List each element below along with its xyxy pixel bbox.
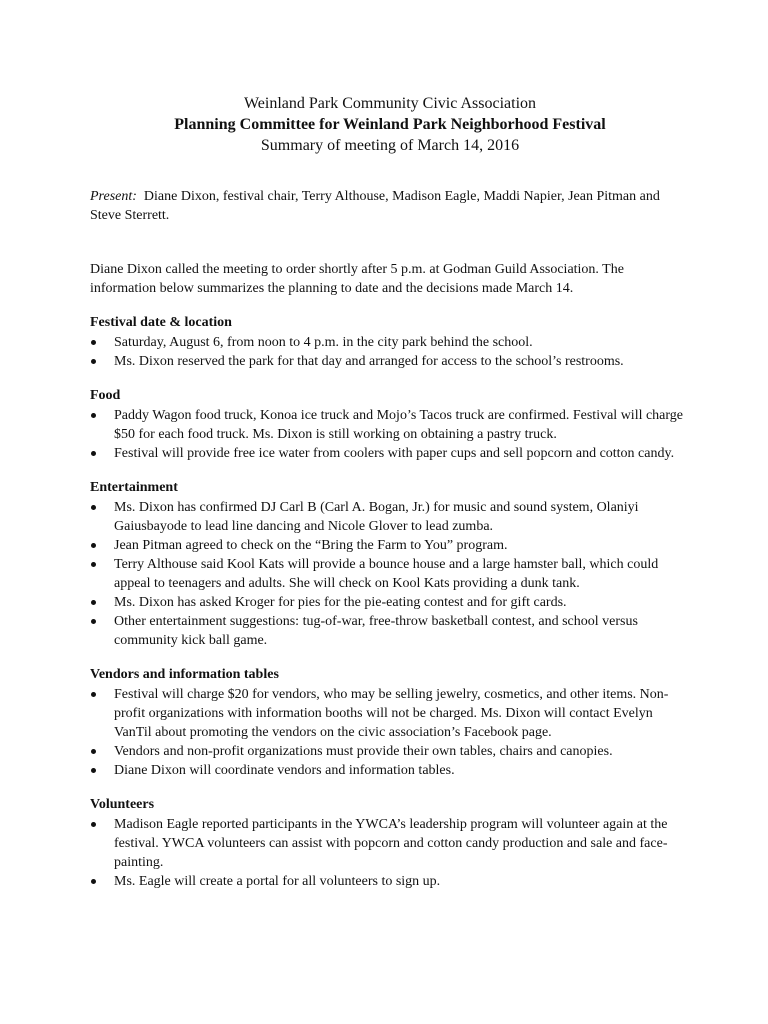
list-item-text: Festival will charge $20 for vendors, who may be selling jewelry, cosmetics, and other items. Non-profit organizations with information booths will not be charged. Ms. Dixon will contact Evelyn VanTil about promoting the vendors on the civic association’s Facebook page. (114, 687, 669, 740)
list-item (90, 536, 690, 555)
list-item-text: Vendors and non-profit organizations must provide their own tables, chairs and canopies. (114, 744, 613, 759)
list-item (90, 612, 690, 650)
attendees-list: Diane Dixon, festival chair, Terry Althouse, Madison Eagle, Maddi Napier, Jean Pitman and Steve Sterrett. (90, 189, 664, 223)
section-heading: Food (90, 388, 121, 403)
bullet-list (90, 406, 690, 463)
bullet-list (90, 498, 690, 650)
list-item (90, 555, 690, 593)
document-page (90, 93, 690, 891)
list-item (90, 761, 690, 780)
list-item (90, 742, 690, 761)
section-heading: Vendors and information tables (90, 667, 279, 682)
bullet-list (90, 333, 690, 371)
list-item (90, 593, 690, 612)
list-item-text: Terry Althouse said Kool Kats will provide a bounce house and a large hamster ball, which could appeal to teenagers and adults. She will check on Kool Kats providing a dunk tank. (114, 557, 659, 591)
list-item-text: Diane Dixon will coordinate vendors and information tables. (114, 763, 455, 778)
list-item (90, 815, 690, 872)
section-food (90, 386, 690, 463)
list-item-text: Ms. Dixon has asked Kroger for pies for the pie-eating contest and for gift cards. (114, 595, 567, 610)
list-item-text: Ms. Dixon reserved the park for that day and arranged for access to the school’s restrooms. (114, 354, 624, 369)
list-item (90, 685, 690, 742)
section-festival-date-location (90, 313, 690, 371)
organization-title: Weinland Park Community Civic Association (243, 95, 537, 112)
list-item-text: Other entertainment suggestions: tug-of-war, free-throw basketball contest, and school versus community kick ball game. (114, 614, 638, 648)
section-heading: Entertainment (90, 480, 178, 495)
section-heading: Festival date & location (90, 315, 232, 330)
attendees-paragraph (90, 187, 690, 225)
list-item-text: Jean Pitman agreed to check on the “Bring the Farm to You” program. (114, 538, 508, 553)
section-heading: Volunteers (90, 797, 155, 812)
list-item (90, 352, 690, 371)
bullet-list (90, 815, 690, 891)
present-label: Present: (90, 189, 137, 204)
section-volunteers (90, 795, 690, 891)
list-item-text: Festival will provide free ice water from coolers with paper cups and sell popcorn and cotton candy. (114, 446, 675, 461)
intro-paragraph: Diane Dixon called the meeting to order shortly after 5 p.m. at Godman Guild Association. The information below summarizes the planning to date and the decisions made March 14. (90, 262, 624, 296)
section-entertainment (90, 478, 690, 650)
section-vendors-information-tables (90, 665, 690, 780)
list-item-text: Ms. Eagle will create a portal for all volunteers to sign up. (114, 874, 441, 889)
document-header (90, 93, 690, 156)
meeting-summary-title: Summary of meeting of March 14, 2016 (260, 137, 520, 154)
list-item (90, 872, 690, 891)
list-item (90, 333, 690, 352)
list-item-text: Saturday, August 6, from noon to 4 p.m. in the city park behind the school. (114, 335, 533, 350)
committee-title: Planning Committee for Weinland Park Neighborhood Festival (174, 116, 606, 133)
list-item (90, 406, 690, 444)
list-item-text: Paddy Wagon food truck, Konoa ice truck and Mojo’s Tacos truck are confirmed. Festival will charge $50 for each food truck. Ms. Dixon is still working on obtaining a pastry truck. (114, 408, 684, 442)
list-item (90, 444, 690, 463)
bullet-list (90, 685, 690, 780)
list-item (90, 498, 690, 536)
list-item-text: Madison Eagle reported participants in the YWCA’s leadership program will volunteer again at the festival. YWCA volunteers can assist with popcorn and cotton candy production and sale and face-painting. (114, 817, 668, 870)
list-item-text: Ms. Dixon has confirmed DJ Carl B (Carl A. Bogan, Jr.) for music and sound system, Olaniyi Gaiusbayode to lead line dancing and Nicole Glover to lead zumba. (114, 500, 639, 534)
